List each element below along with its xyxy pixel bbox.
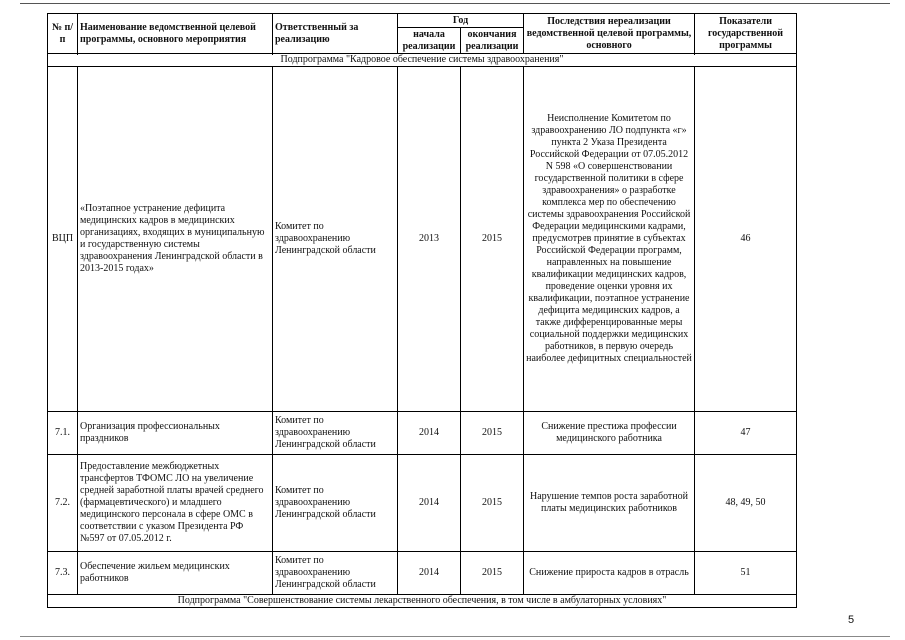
row-end: 2015 [461, 412, 524, 455]
program-table [47, 13, 797, 608]
row-num: 7.1. [48, 412, 78, 455]
row-consequences: Снижение престижа профессии медицинского работника [524, 412, 695, 455]
row-name: «Поэтапное устранение дефицита медицинских кадров в медицинских организациях, входящих в муниципальную и государственную системы здравоохранения Ленинградской области в 2013-2015 годах» [78, 67, 273, 412]
row-name: Организация профессиональных праздников [78, 412, 273, 455]
header-responsible: Ответственный за реализацию [273, 14, 398, 54]
header-num: № п/п [48, 14, 78, 54]
row-name: Предоставление межбюджетных трансфертов ТФОМС ЛО на увеличение средней заработной платы врачей среднего (фармацевтического) и младшего медицинского персонала в сфере ОМС в соответствии с указом Президента РФ №597 от 07.05.2012 г. [78, 455, 273, 552]
subprogram-title: Подпрограмма "Кадровое обеспечение системы здравоохранения" [48, 54, 797, 67]
row-name: Обеспечение жильем медицинских работников [78, 552, 273, 595]
subprogram-row [48, 595, 797, 608]
row-indicators: 46 [695, 67, 797, 412]
row-start: 2014 [398, 412, 461, 455]
row-consequences: Неисполнение Комитетом по здравоохранению ЛО подпункта «г» пункта 2 Указа Президента Российской Федерации от 07.05.2012 N 598 «О совершенствовании государственной политики в сфере здравоохранения» о разработке комплекса мер по обеспечению системы здравоохранения Российской Федерации медицинскими кадрами, предусмотрев принятие в субъектах Российской Федерации программ, направленных на повышение квалификации медицинских кадров, проведение оценки уровня их квалификации, поэтапное устранение дефицита медицинских кадров, а также дифференцированные меры социальной поддержки медицинских работников, в первую очередь наиболее дефицитных специальностей [524, 67, 695, 412]
row-num: ВЦП [48, 67, 78, 412]
row-indicators: 51 [695, 552, 797, 595]
row-responsible: Комитет по здравоохранению Ленинградской области [273, 67, 398, 412]
row-responsible: Комитет по здравоохранению Ленинградской области [273, 552, 398, 595]
row-num: 7.3. [48, 552, 78, 595]
header-name: Наименование ведомственной целевой программы, основного мероприятия [78, 14, 273, 54]
row-consequences: Нарушение темпов роста заработной платы медицинских работников [524, 455, 695, 552]
row-start: 2014 [398, 552, 461, 595]
table-row [48, 412, 797, 455]
page-number: 5 [848, 614, 855, 626]
header-consequences: Последствия нереализации ведомственной целевой программы, основного [524, 14, 695, 54]
table-row [48, 67, 797, 412]
header-year-start: начала реализации [398, 28, 461, 54]
header-year: Год [398, 14, 524, 28]
row-indicators: 47 [695, 412, 797, 455]
row-responsible: Комитет по здравоохранению Ленинградской области [273, 412, 398, 455]
bottom-rule [20, 636, 890, 637]
row-end: 2015 [461, 67, 524, 412]
subprogram-row [48, 54, 797, 67]
table-row [48, 552, 797, 595]
row-responsible: Комитет по здравоохранению Ленинградской области [273, 455, 398, 552]
row-start: 2013 [398, 67, 461, 412]
header-year-end: окончания реализации [461, 28, 524, 54]
top-rule [20, 3, 890, 4]
row-end: 2015 [461, 455, 524, 552]
header-indicators: Показатели государственной программы [695, 14, 797, 54]
header-row [48, 14, 797, 28]
row-start: 2014 [398, 455, 461, 552]
table-row [48, 455, 797, 552]
row-consequences: Снижение прироста кадров в отрасль [524, 552, 695, 595]
row-indicators: 48, 49, 50 [695, 455, 797, 552]
row-end: 2015 [461, 552, 524, 595]
subprogram-title: Подпрограмма "Совершенствование системы лекарственного обеспечения, в том числе в амбулаторных условиях" [48, 595, 797, 608]
row-num: 7.2. [48, 455, 78, 552]
